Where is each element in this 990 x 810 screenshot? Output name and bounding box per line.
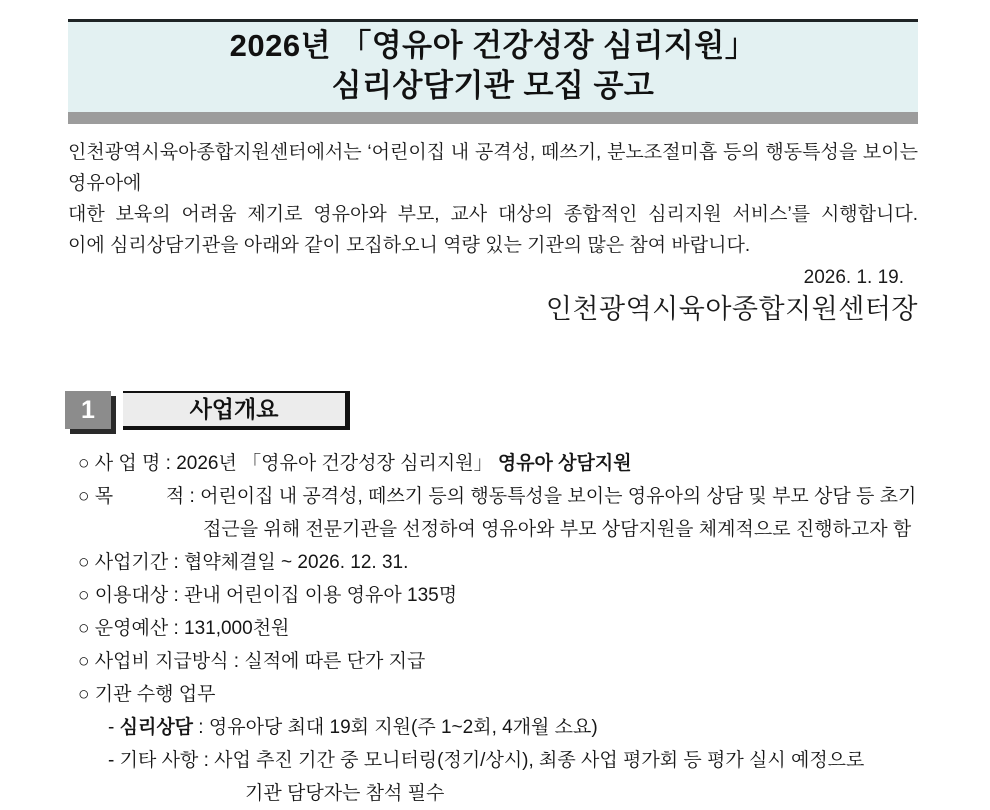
bullet-purpose: ○ 목 적 : 어린이집 내 공격성, 떼쓰기 등의 행동특성을 보이는 영유아의 상담 및 부모 상담 등 초기 — [78, 486, 917, 507]
bullet-counseling — [68, 711, 918, 744]
bullet-period: ○ 사업기간 : 협약체결일 ~ 2026. 12. 31. — [78, 552, 409, 573]
bullet-counseling-dash: - — [108, 717, 120, 738]
bullet-purpose-continuation: 접근을 위해 전문기관을 선정하여 영유아와 부모 상담지원을 체계적으로 진행하고자 함 — [203, 519, 912, 540]
bullet-project-name-text: ○ 사 업 명 : 2026년 「영유아 건강성장 심리지원」 — [78, 453, 498, 474]
title-line-1: 2026년 「영유아 건강성장 심리지원」 — [229, 28, 757, 63]
title-line-2: 심리상담기관 모집 공고 — [331, 68, 655, 103]
bullet-list — [68, 447, 918, 810]
bullet-project-name-bold: 영유아 상담지원 — [497, 453, 632, 474]
bullet-counseling-bold: 심리상담 — [119, 717, 194, 738]
section-header — [68, 391, 918, 435]
intro-line-3: 이에 심리상담기관을 아래와 같이 모집하오니 역량 있는 기관의 많은 참여 바랍니다. — [68, 235, 751, 256]
intro-paragraph — [68, 137, 918, 261]
signature-title: 인천광역시육아종합지원센터장 — [545, 294, 918, 324]
title-banner — [68, 19, 918, 112]
announcement-date: 2026. 1. 19. — [803, 267, 904, 288]
bullet-project-name — [68, 447, 918, 480]
intro-line-2: 대한 보육의 어려움 제기로 영유아와 부모, 교사 대상의 종합적인 심리지원 서비스’를 시행합니다. — [68, 204, 918, 225]
bullet-etc: - 기타 사항 : 사업 추진 기간 중 모니터링(정기/상시), 최종 사업 평가회 등 평가 실시 예정으로 — [108, 750, 865, 771]
bullet-etc-continuation: 기관 담당자는 참석 필수 — [245, 783, 445, 804]
bullet-counseling-text: : 영유아당 최대 19회 지원(주 1~2회, 4개월 소요) — [193, 717, 598, 738]
bullet-target: ○ 이용대상 : 관내 어린이집 이용 영유아 135명 — [78, 585, 458, 606]
bullet-budget: ○ 운영예산 : 131,000천원 — [78, 618, 290, 639]
intro-line-1: 인천광역시육아종합지원센터에서는 ‘어린이집 내 공격성, 떼쓰기, 분노조절미흡 등의 행동특성을 보이는 영유아에 — [68, 142, 918, 194]
title-underline-bar — [68, 112, 918, 124]
section-number-badge: 1 — [65, 391, 111, 429]
bullet-payment: ○ 사업비 지급방식 : 실적에 따른 단가 지급 — [78, 651, 426, 672]
bullet-tasks-heading: ○ 기관 수행 업무 — [78, 684, 216, 705]
section-title: 사업개요 — [123, 391, 350, 430]
